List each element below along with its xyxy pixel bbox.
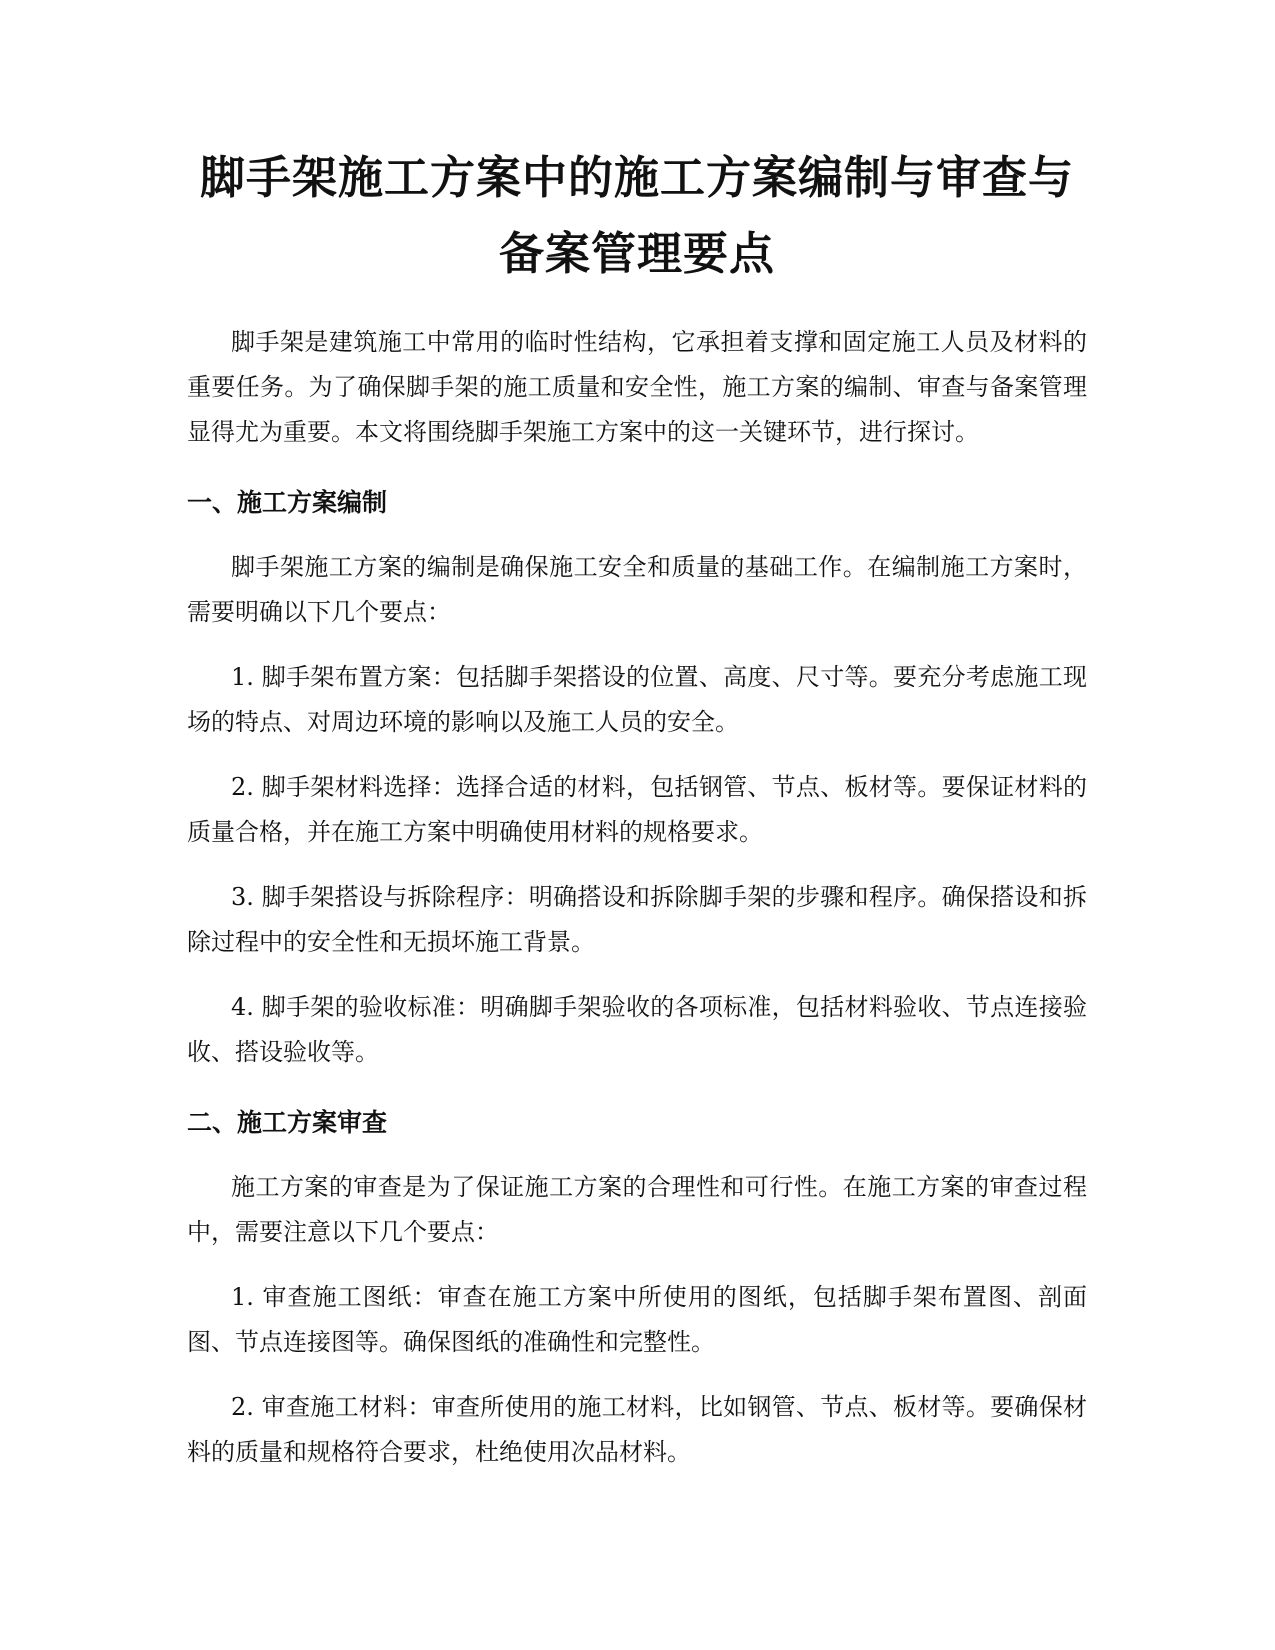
section-review [187, 1103, 1087, 1475]
list-item: 3. 脚手架搭设与拆除程序：明确搭设和拆除脚手架的步骤和程序。确保搭设和拆除过程中的安全性和无损坏施工背景。 [187, 883, 1087, 956]
title-line: 脚手架施工方案中的施工方案编制与审查与 [199, 151, 1074, 204]
list-item: 2. 审查施工材料：审查所使用的施工材料，比如钢管、节点、板材等。要确保材料的质量和规格符合要求，杜绝使用次品材料。 [187, 1393, 1087, 1466]
list-item: 1. 审查施工图纸：审查在施工方案中所使用的图纸，包括脚手架布置图、剖面图、节点连接图等。确保图纸的准确性和完整性。 [187, 1283, 1087, 1356]
section-heading: 二、施工方案审查 [187, 1108, 388, 1137]
intro-paragraph: 脚手架是建筑施工中常用的临时性结构，它承担着支撑和固定施工人员及材料的重要任务。为了确保脚手架的施工质量和安全性，施工方案的编制、审查与备案管理显得尤为重要。本文将围绕脚手架施工方案中的这一关键环节，进行探讨。 [187, 328, 1087, 446]
section-lead-paragraph: 施工方案的审查是为了保证施工方案的合理性和可行性。在施工方案的审查过程中，需要注意以下几个要点： [187, 1173, 1087, 1246]
list-item: 4. 脚手架的验收标准：明确脚手架验收的各项标准，包括材料验收、节点连接验收、搭设验收等。 [187, 993, 1087, 1066]
document-page [187, 140, 1087, 1495]
section-lead-paragraph: 脚手架施工方案的编制是确保施工安全和质量的基础工作。在编制施工方案时，需要明确以下几个要点： [187, 553, 1087, 626]
section-compilation [187, 483, 1087, 1075]
section-heading: 一、施工方案编制 [187, 488, 388, 517]
title-line: 备案管理要点 [498, 227, 775, 280]
document-title [187, 140, 1087, 292]
document-body [187, 320, 1087, 1475]
list-item: 2. 脚手架材料选择：选择合适的材料，包括钢管、节点、板材等。要保证材料的质量合格，并在施工方案中明确使用材料的规格要求。 [187, 773, 1087, 846]
list-item: 1. 脚手架布置方案：包括脚手架搭设的位置、高度、尺寸等。要充分考虑施工现场的特点、对周边环境的影响以及施工人员的安全。 [187, 663, 1087, 736]
